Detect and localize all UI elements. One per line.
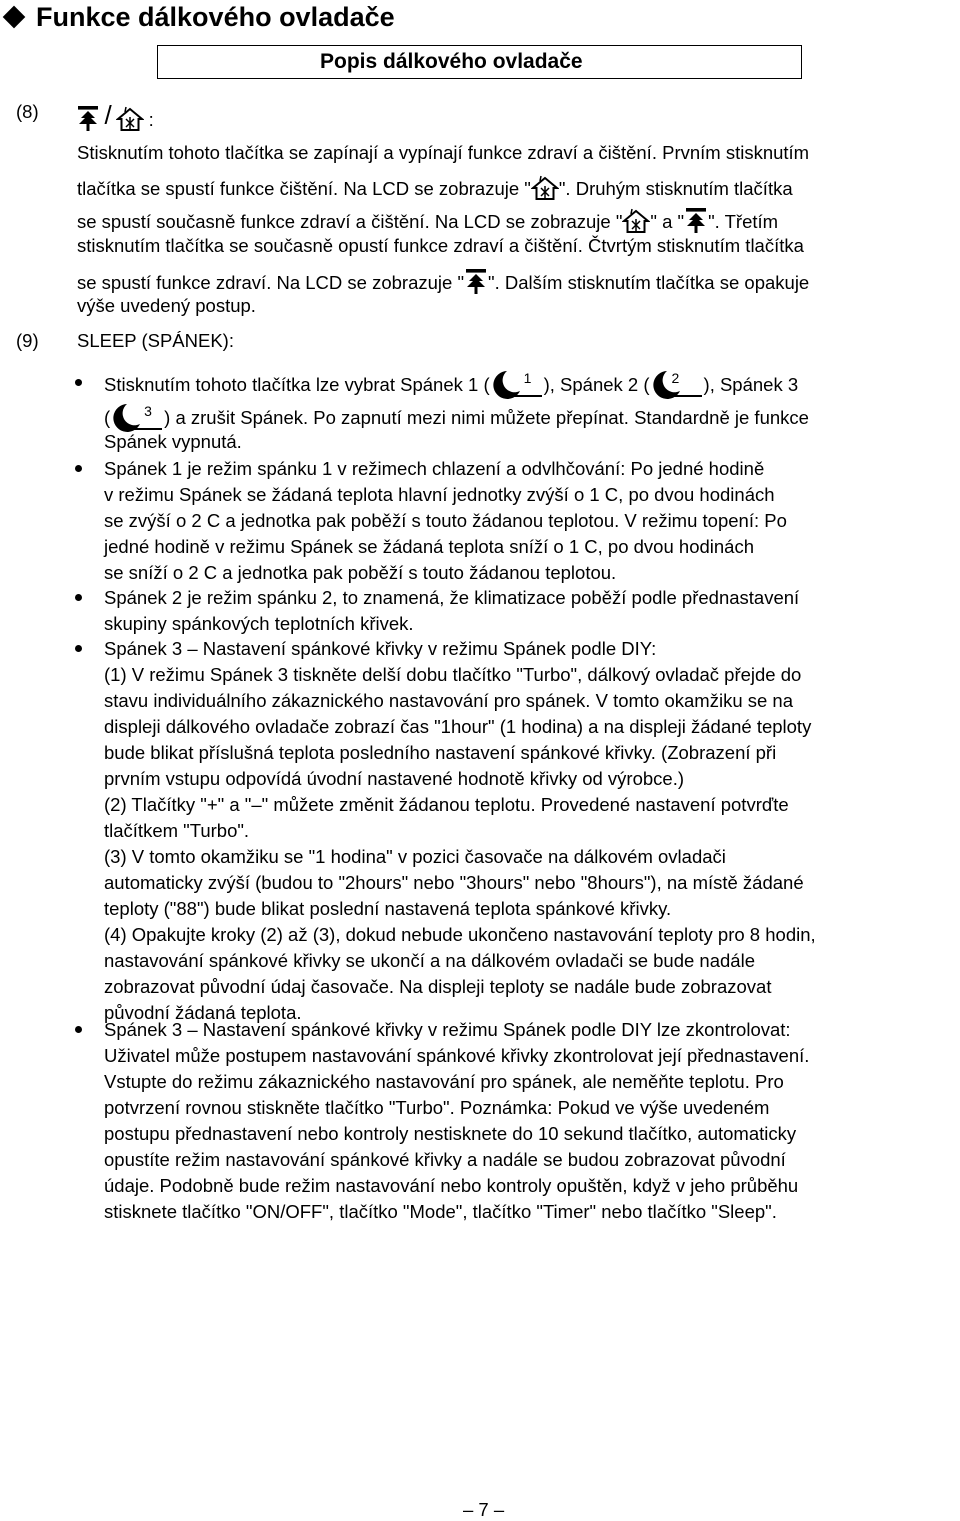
bullet-icon [75,594,82,601]
bullet-1-line: ( 3 ) a zrušit Spánek. Po zapnutí mezi nimi můžete přepínat. Standardně je funkce [104,402,809,432]
section-8-line: tlačítka se spustí funkce čištění. Na LCD se zobrazuje " ". Druhým stisknutím tlačítka [77,173,793,202]
bullet-icon [75,379,82,386]
bullet-1-line: Spánek vypnutá. [104,431,242,452]
house-clean-icon [622,206,650,234]
bullet-icon [75,1026,82,1033]
page-heading: Funkce dálkového ovladače [0,0,395,34]
bullet-icon [75,645,82,652]
section-8-line: se spustí současně funkce zdraví a čištění. Na LCD se zobrazuje " " a " ". Třetím [77,206,778,235]
section-8-line: výše uvedený postup. [77,295,256,316]
tree-icon [76,104,100,132]
section-8-line: Stisknutím tohoto tlačítka se zapínají a vypínají funkce zdraví a čištění. Prvním stisknutím [77,142,810,163]
tree-icon [464,267,488,295]
subheading: Popis dálkového ovladače [320,50,583,73]
bullet-4-text: Spánek 3 – Nastavení spánkové křivky v režimu Spánek podle DIY: (1) V režimu Spánek 3 tiskněte delší dobu tlačítko "Turbo", dálkový ovladač přejde do stavu individuálního zákaznického nastavování pro spánek. V tomto okamžiku se na displeji dálkového ovladače zobrazí čas "1hour" (1 hodina) a na displeji žádané teploty bude blikat příslušná teplota posledního nastavení spánkové křivky. (Zobrazení při prvním vstupu odpovídá úvodní nastavené hodnotě křivky od výrobce.) (2) Tlačítky "+" a "–" můžete změnit žádanou teplotu. Provedené nastavení potvrďte tlačítkem "Turbo". (3) V tomto okamžiku se "1 hodina" v pozici časovače na dálkovém ovladači automaticky zvýší (budou to "2hours" nebo "3hours" nebo "8hours"), na místě žádané teploty ("88") bude blikat poslední nastavená teplota spánkové křivky. (4) Opakujte kroky (2) až (3), dokud nebude ukončeno nastavování teploty pro 8 hodin, nastavování spánkové křivky se ukončí a na dálkovém ovladači se bude nadále zobrazovat původní údaj časovače. Na displeji teploty se nadále bude zobrazovat původní žádaná teplota. [104,638,816,1023]
section-9-number: (9) [16,330,39,351]
crescent-moon-icon [110,402,164,432]
section-8-number: (8) [16,101,39,122]
section-9-title: SLEEP (SPÁNEK): [77,330,234,351]
section-8-button-icons: / : [76,100,154,133]
diamond-bullet-icon [3,6,26,29]
bullet-1-line: Stisknutím tohoto tlačítka lze vybrat Spánek 1 ( 1 ), Spánek 2 ( 2 ), Spánek 3 [104,369,798,399]
bullet-5-text: Spánek 3 – Nastavení spánkové křivky v režimu Spánek podle DIY lze zkontrolovat: Uživatel může postupem nastavování spánkové křivky zkontrolovat její přednastavení. Vstupte do režimu zákaznického nastavování pro spánek, ale neměňte teplotu. Pro potvrzení rovnou stiskněte tlačítko "Turbo". Poznámka: Pokud ve výše uvedeném postupu přednastavení nebo kontroly nestisknete do 10 sekund tlačítko, automaticky opustíte režim nastavování spánkové křivky a nadále se budou zobrazovat původní údaje. Podobně bude režim nastavování nebo kontroly opuštěn, když v jeho průběhu stisknete tlačítko "ON/OFF", tlačítko "Mode", tlačítko "Timer" nebo tlačítko "Sleep". [104,1019,810,1222]
page-number: – 7 – [463,1499,505,1520]
slash: / [104,100,112,130]
subheading-box [157,45,802,79]
house-clean-icon [531,173,559,201]
tree-icon [684,206,708,234]
house-clean-icon [116,104,144,132]
bullet-2-text: Spánek 1 je režim spánku 1 v režimech chlazení a odvlhčování: Po jedné hodině v režimu Spánek se žádaná teplota hlavní jednotky zvýší o 1 C, po dvou hodinách se zvýší o 2 C a jednotka pak poběží s touto žádanou teplotou. V režimu topení: Po jedné hodině v režimu Spánek se žádaná teplota sníží o 1 C, po dvou hodinách se sníží o 2 C a jednotka pak poběží s touto žádanou teplotou. [104,458,787,583]
crescent-moon-icon [490,369,544,399]
section-8-line: se spustí funkce zdraví. Na LCD se zobrazuje " ". Dalším stisknutím tlačítka se opakuje [77,267,809,296]
bullet-icon [75,465,82,472]
sleep-1-icon: 1 [490,369,544,399]
bullet-3-text: Spánek 2 je režim spánku 2, to znamená, že klimatizace poběží podle přednastavení skupiny spánkových teplotních křivek. [104,587,800,634]
section-8-line: stisknutím tlačítka se současně opustí funkce zdraví a čištění. Čtvrtým stisknutím tlačítka [77,235,804,256]
sleep-2-icon: 2 [650,369,704,399]
sleep-3-icon: 3 [110,402,164,432]
